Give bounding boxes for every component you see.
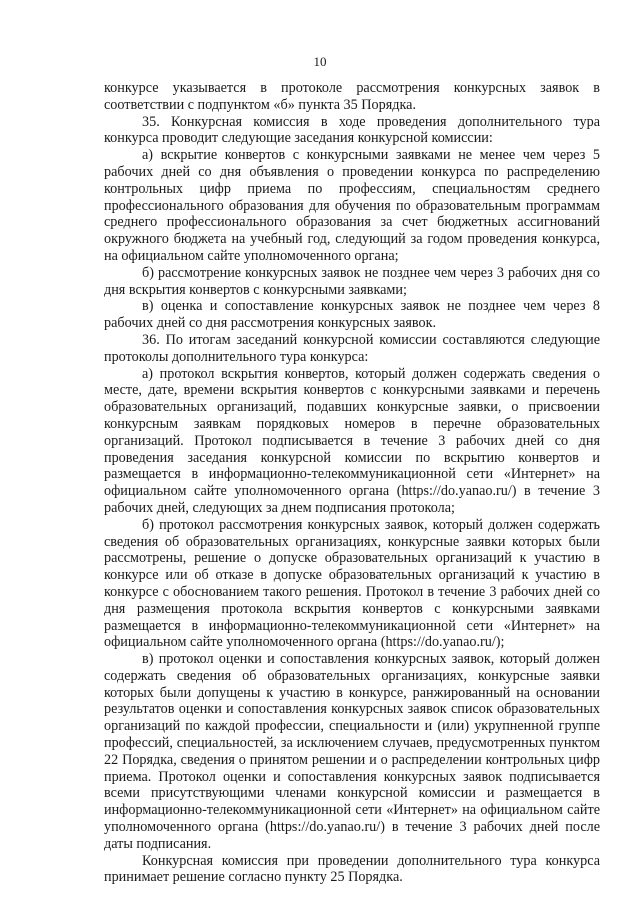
paragraph-36-b: б) протокол рассмотрения конкурсных заявок, который должен содержать сведения об образовательных организациях, конкурсные заявки которых были рассмотрены, решение о допуске образовательных организаций к участию в конкурсе или об отказе в допуске образовательных организаций к участию в конкурсе с обоснованием такого решения. Протокол в течение 3 рабочих дней со дня размещения протокола вскрытия конвертов с конкурсными заявками размещается в информационно-телекоммуникационной сети «Интернет» на официальном сайте уполномоченного органа (https://do.yanao.ru/); <box>104 516 600 651</box>
paragraph-35-c: в) оценка и сопоставление конкурсных заявок не позднее чем через 8 рабочих дней со дня рассмотрения конкурсных заявок. <box>104 298 600 332</box>
paragraph-35-a: а) вскрытие конвертов с конкурсными заявками не менее чем через 5 рабочих дней со дня объявления о проведении конкурса по распределению контрольных цифр приема по профессиям, специальностям среднего профессионального образования для обучения по образовательным программам среднего профессионального образования за счет бюджетных ассигнований окружного бюджета на учебный год, следующий за годом проведения конкурса, на официальном сайте уполномоченного органа; <box>104 147 600 264</box>
paragraph-closing: Конкурсная комиссия при проведении дополнительного тура конкурса принимает решение согласно пункту 25 Порядка. <box>104 852 600 886</box>
paragraph-continuation: конкурсе указывается в протоколе рассмотрения конкурсных заявок в соответствии с подпунктом «б» пункта 35 Порядка. <box>104 80 600 113</box>
paragraph-36-a: а) протокол вскрытия конвертов, который должен содержать сведения о месте, дате, времени вскрытия конвертов с конкурсными заявками и перечень образовательных организаций, подавших конкурсные заявки, о присвоении конкурсным заявкам порядковых номеров в перечне образовательных организаций. Протокол подписывается в течение 3 рабочих дней со дня проведения заседания конкурсной комиссии по вскрытию конвертов и размещается в информационно-телекоммуникационной сети «Интернет» на официальном сайте уполномоченного органа (https://do.yanao.ru/) в течение 3 рабочих дней, следующих за днем подписания протокола; <box>104 365 600 516</box>
paragraph-36-c: в) протокол оценки и сопоставления конкурсных заявок, который должен содержать сведения об образовательных организациях, конкурсные заявки которых были допущены к участию в конкурсе, ранжированный на основании результатов оценки и сопоставления конкурсных заявок список образовательных организаций по каждой профессии, специальности и (или) укрупненной группе профессий, специальностей, за исключением случаев, предусмотренных пунктом 22 Порядка, сведения о принятом решении и о распределении контрольных цифр приема. Протокол оценки и сопоставления конкурсных заявок подписывается всеми присутствующими членами конкурсной комиссии и размещается в информационно-телекоммуникационной сети «Интернет» на официальном сайте уполномоченного органа (https://do.yanao.ru/) в течение 3 рабочих дней после даты подписания. <box>104 651 600 852</box>
paragraph-35-b: б) рассмотрение конкурсных заявок не позднее чем через 3 рабочих дня со дня вскрытия конвертов с конкурсными заявками; <box>104 264 600 298</box>
page-number: 10 <box>313 54 327 69</box>
document-body <box>104 80 600 886</box>
paragraph-36: 36. По итогам заседаний конкурсной комиссии составляются следующие протоколы дополнительного тура конкурса: <box>104 331 600 365</box>
paragraph-35: 35. Конкурсная комиссия в ходе проведения дополнительного тура конкурса проводит следующие заседания конкурсной комиссии: <box>104 113 600 147</box>
